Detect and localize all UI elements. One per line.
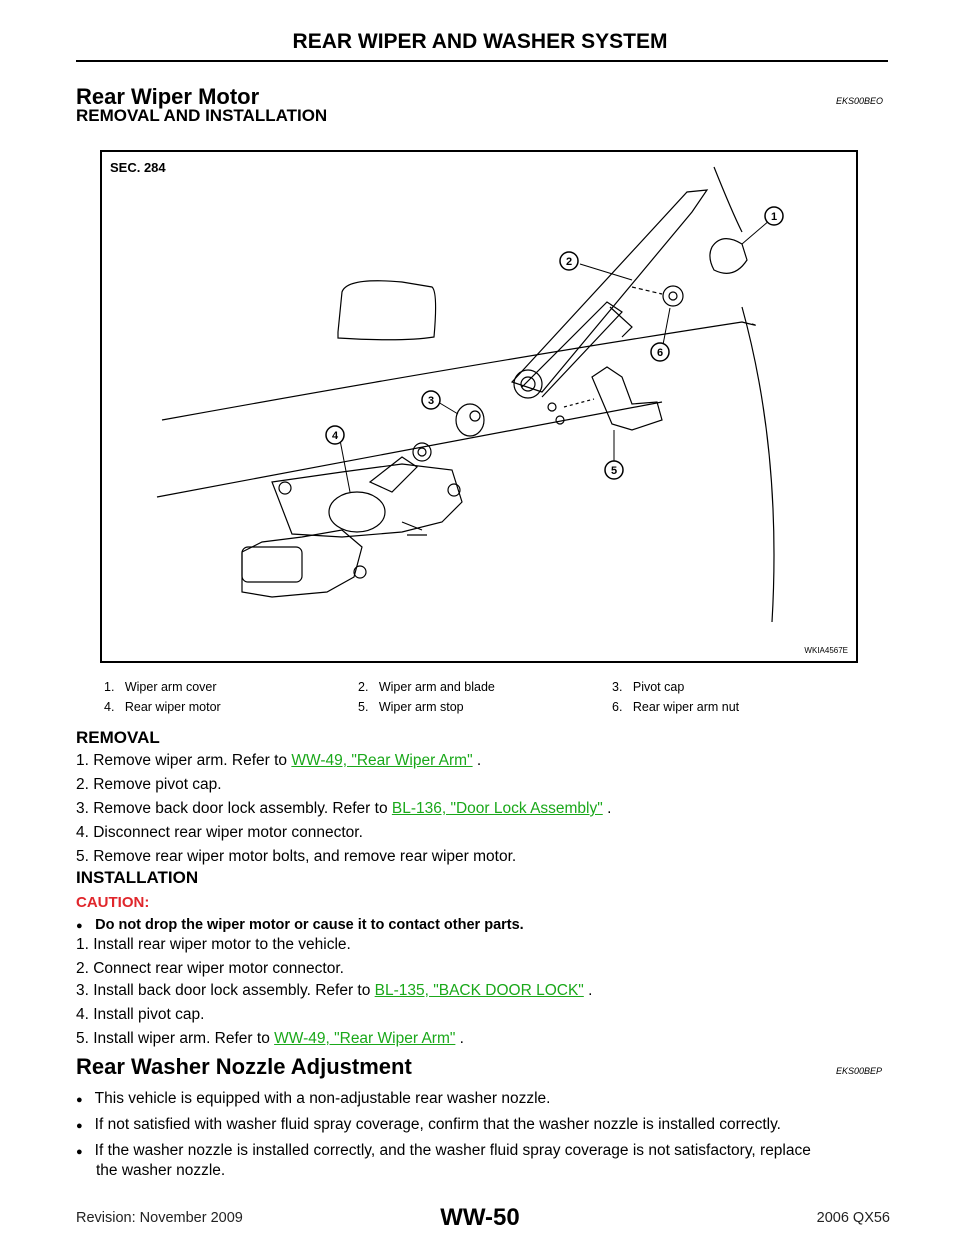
section2-code: EKS00BEP xyxy=(836,1066,883,1076)
page-header-title: REAR WIPER AND WASHER SYSTEM xyxy=(292,30,668,53)
section-title-washer-nozzle: Rear Washer Nozzle Adjustment xyxy=(76,1054,412,1079)
caution-label: CAUTION: xyxy=(76,894,150,911)
callout-6: 6 xyxy=(656,347,664,359)
footer-revision: Revision: November 2009 xyxy=(76,1210,243,1226)
exploded-view-figure xyxy=(100,150,858,663)
callout-2: 2 xyxy=(565,256,573,268)
page-number: WW-50 xyxy=(440,1204,520,1231)
installation-heading: INSTALLATION xyxy=(76,868,199,887)
bullet-icon: ● xyxy=(76,920,83,932)
callout-3: 3 xyxy=(427,395,435,407)
installation-step-1: 1. Install rear wiper motor to the vehicle. xyxy=(76,936,351,953)
link-ww-49[interactable]: WW-49, "Rear Wiper Arm" xyxy=(291,752,473,769)
link-bl-135[interactable]: BL-135, "BACK DOOR LOCK" xyxy=(374,982,584,999)
legend-item-2: 2. Wiper arm and blade xyxy=(358,680,495,694)
installation-step-2: 2. Connect rear wiper motor connector. xyxy=(76,960,344,977)
legend-item-1: 1. Wiper arm cover xyxy=(104,680,217,694)
figure-section-label: SEC. 284 xyxy=(110,160,166,175)
callout-1: 1 xyxy=(770,211,778,223)
legend-item-3: 3. Pivot cap xyxy=(612,680,685,694)
legend-item-6: 6. Rear wiper arm nut xyxy=(612,700,740,714)
figure-id: WKIA4567E xyxy=(804,646,848,655)
link-bl-136[interactable]: BL-136, "Door Lock Assembly" xyxy=(391,800,603,817)
installation-step-5: 5. Install wiper arm. Refer to WW-49, "Rear Wiper Arm" . xyxy=(76,1030,464,1047)
section-subtitle: REMOVAL AND INSTALLATION xyxy=(76,106,328,125)
bullet-icon: ● xyxy=(76,1120,83,1132)
removal-step-1: 1. Remove wiper arm. Refer to WW-49, "Rear Wiper Arm" . xyxy=(76,752,482,769)
installation-step-3: 3. Install back door lock assembly. Refer to BL-135, "BACK DOOR LOCK" . xyxy=(76,982,593,999)
legend-item-4: 4. Rear wiper motor xyxy=(104,700,221,714)
caution-item: ● Do not drop the wiper motor or cause it to contact other parts. xyxy=(76,917,524,933)
wiper-motor-illustration xyxy=(102,152,856,661)
bullet-icon: ● xyxy=(76,1094,83,1106)
footer-model: 2006 QX56 xyxy=(816,1210,890,1226)
section-code: EKS00BEO xyxy=(836,96,884,106)
section-title-rear-wiper-motor: Rear Wiper Motor xyxy=(76,84,260,109)
callout-4: 4 xyxy=(331,430,339,442)
removal-step-4: 4. Disconnect rear wiper motor connector. xyxy=(76,824,363,841)
installation-step-4: 4. Install pivot cap. xyxy=(76,1006,205,1023)
nozzle-bullet-1: ● This vehicle is equipped with a non-adjustable rear washer nozzle. xyxy=(76,1090,551,1107)
nozzle-bullet-3-cont: the washer nozzle. xyxy=(96,1162,226,1179)
removal-step-2: 2. Remove pivot cap. xyxy=(76,776,222,793)
legend-item-5: 5. Wiper arm stop xyxy=(358,700,464,714)
nozzle-bullet-3: ● If the washer nozzle is installed correctly, and the washer fluid spray coverage is not satisfactory, replace xyxy=(76,1142,811,1159)
header-divider xyxy=(76,60,888,62)
callout-5: 5 xyxy=(610,465,618,477)
removal-step-3: 3. Remove back door lock assembly. Refer to BL-136, "Door Lock Assembly" . xyxy=(76,800,612,817)
removal-heading: REMOVAL xyxy=(76,728,160,747)
link-ww-49-b[interactable]: WW-49, "Rear Wiper Arm" xyxy=(274,1030,456,1047)
nozzle-bullet-2: ● If not satisfied with washer fluid spray coverage, confirm that the washer nozzle is installed correctly. xyxy=(76,1116,781,1133)
bullet-icon: ● xyxy=(76,1146,83,1158)
removal-step-5: 5. Remove rear wiper motor bolts, and remove rear wiper motor. xyxy=(76,848,517,865)
